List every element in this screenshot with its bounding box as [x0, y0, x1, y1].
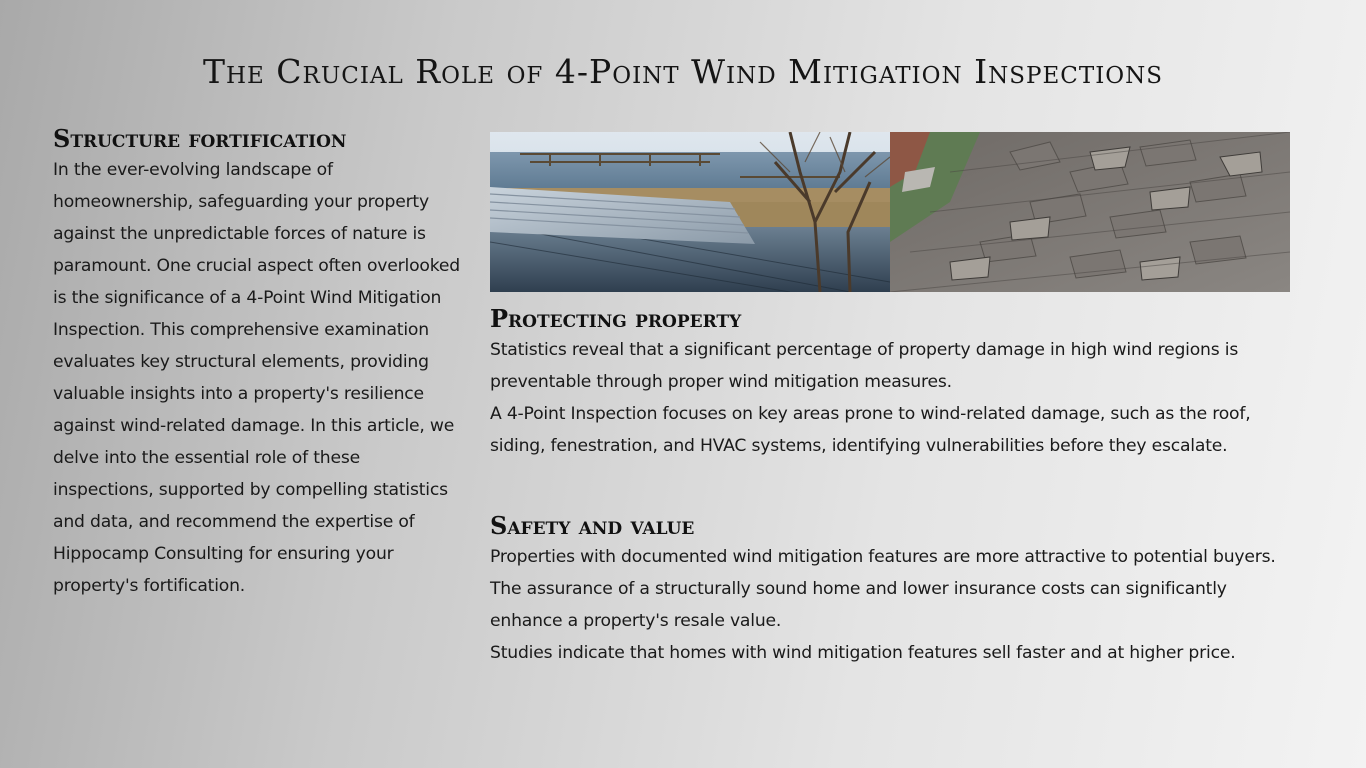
safety-paragraph-2: Studies indicate that homes with wind mitigation features sell faster and at higher price. [490, 643, 1236, 663]
safety-section [490, 511, 1300, 669]
structure-heading: Structure fortification [53, 124, 347, 153]
structure-section [53, 124, 463, 602]
damaged-metal-roof-photo [490, 132, 890, 292]
safety-paragraph-1: Properties with documented wind mitigation features are more attractive to potential buyers. The assurance of a structurally sound home and lower insurance costs can significantly enhance a property's resale value. [490, 547, 1276, 631]
damage-photos [490, 132, 1290, 292]
damaged-shingle-roof-photo [890, 132, 1290, 292]
protecting-paragraph-2: A 4-Point Inspection focuses on key areas prone to wind-related damage, such as the roof, siding, fenestration, and HVAC systems, identifying vulnerabilities before they escalate. [490, 404, 1251, 456]
page-title: The Crucial Role of 4-Point Wind Mitigation Inspections [202, 52, 1164, 91]
safety-heading: Safety and value [490, 511, 695, 540]
structure-paragraph: In the ever-evolving landscape of homeownership, safeguarding your property against the unpredictable forces of nature is paramount. One crucial aspect often overlooked is the significance of a 4-Point Wind Mitigation Inspection. This comprehensive examination evaluates key structural elements, providing valuable insights into a property's resilience against wind-related damage. In this article, we delve into the essential role of these inspections, supported by compelling statistics and data, and recommend the expertise of Hippocamp Consulting for ensuring your property's fortification. [53, 160, 460, 596]
protecting-section [490, 304, 1300, 462]
protecting-heading: Protecting property [490, 304, 742, 333]
protecting-paragraph-1: Statistics reveal that a significant percentage of property damage in high wind regions is preventable through proper wind mitigation measures. [490, 340, 1239, 392]
